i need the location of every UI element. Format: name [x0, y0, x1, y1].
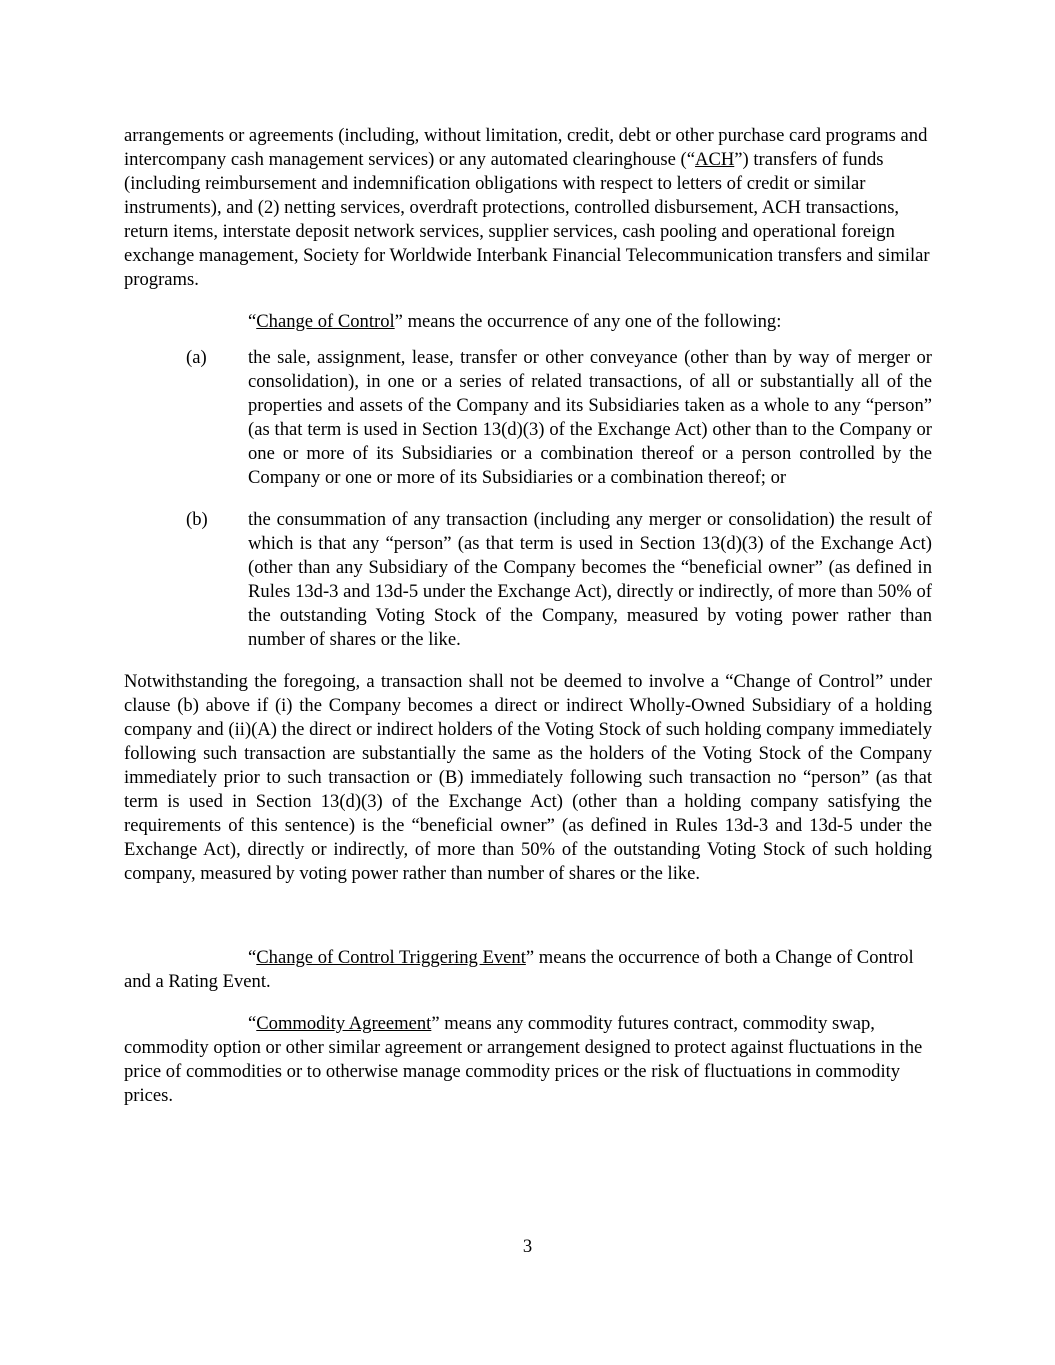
clause-text-b: the consummation of any transaction (including any merger or consolidation) the result of which is that any “person” (as that term is used in Section 13(d)(3) of the Exchange Act) (other than any Subsidiary of the Company becomes the “beneficial owner” (as defined in Rules 13d-3 and 13d-5 under the Exchange Act), directly or indirectly, of more than 50% of the outstanding Voting Stock of the Company, measured by voting power rather than number of shares or the like.: [248, 509, 932, 650]
clause-label-b: (b): [186, 509, 208, 530]
notwithstanding-paragraph: Notwithstanding the foregoing, a transaction shall not be deemed to involve a “Change of Control” under clause (b) above if (i) the Company becomes a direct or indirect Wholly-Owned Subsidiary of a holding company and (ii)(A) the direct or indirect holders of the Voting Stock of such holding company immediately following such transaction are substantially the same as the holders of the Voting Stock of the Company immediately prior to such transaction or (B) immediately following such transaction no “person” (as that term is used in Section 13(d)(3) of the Exchange Act) (other than a holding company satisfying the requirements of this sentence) is the “beneficial owner” (as defined in Rules 13d-3 and 13d-5 under the Exchange Act), directly or indirectly, of more than 50% of the outstanding Voting Stock of such holding company, measured by voting power rather than number of shares or the like.: [124, 671, 932, 884]
commodity-agreement-definition: “Commodity Agreement” means any commodity futures contract, commodity swap, commodity option or other similar agreement or arrangement designed to protect against fluctuations in the price of commodities or to otherwise manage commodity prices or the risk of fluctuations in commodity prices.: [124, 1013, 923, 1106]
continued-text-start: arrangements or agreements (including, without limitation, credit, debt or other purchase card programs and intercompany cash management services) or any automated clearinghouse (“: [124, 125, 928, 170]
document-body: [124, 124, 932, 1108]
defined-term-ach: ACH: [695, 149, 735, 170]
clause-a: [186, 346, 932, 490]
page-number: 3: [522, 1236, 533, 1257]
triggering-event-definition: “Change of Control Triggering Event” means the occurrence of both a Change of Control and a Rating Event.: [124, 947, 914, 992]
clause-text-a: the sale, assignment, lease, transfer or other conveyance (other than by way of merger or consolidation), in one or a series of related transactions, of all or substantially all of the properties and assets of the Company and its Subsidiaries taken as a whole to any “person” (as that term is used in Section 13(d)(3) of the Exchange Act) other than to the Company or one or more of its Subsidiaries or a combination thereof or a person controlled by the Company or one or more of its Subsidiaries or a combination thereof; or: [248, 347, 932, 488]
defined-term-change-of-control: Change of Control: [256, 311, 395, 332]
defined-term-commodity-agreement: Commodity Agreement: [256, 1013, 432, 1034]
clause-b: [186, 508, 932, 652]
clause-label-a: (a): [186, 347, 207, 368]
continued-text-end: ”) transfers of funds (including reimbursement and indemnification obligations with respect to letters of credit or similar instruments), and (2) netting services, overdraft protections, controlled disbursement, ACH transactions, return items, interstate deposit network services, supplier services, cash pooling and operational foreign exchange management, Society for Worldwide Interbank Financial Telecommunication transfers and similar programs.: [124, 149, 930, 290]
continued-paragraph: [124, 124, 932, 292]
defined-term-triggering-event: Change of Control Triggering Event: [256, 947, 526, 968]
change-of-control-definition: “Change of Control” means the occurrence of any one of the following:: [248, 311, 782, 332]
